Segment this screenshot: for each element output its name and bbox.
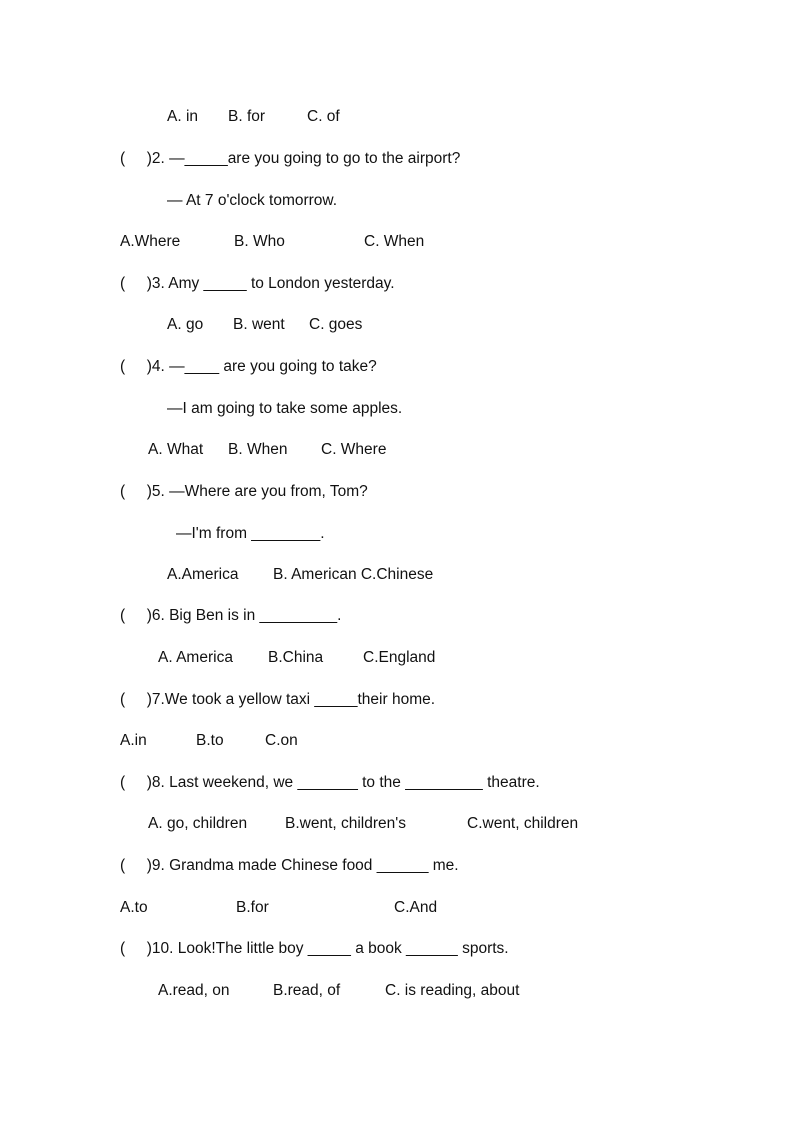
q7-option-c: C.on	[265, 732, 298, 749]
q2-option-a: A.Where	[120, 233, 181, 250]
question-5: ( )5. —Where are you from, Tom?	[120, 483, 368, 500]
q1-option-a: A. in	[167, 108, 199, 125]
q7-option-a: A.in	[120, 732, 147, 749]
question-4: ( )4. —____ are you going to take?	[120, 358, 377, 375]
q5-option-bc: B. American C.Chinese	[273, 566, 434, 583]
q1-option-b: B. for	[228, 108, 266, 125]
q10-option-c: C. is reading, about	[385, 982, 520, 999]
q4-option-c: C. Where	[321, 441, 387, 458]
q6-option-a: A. America	[158, 649, 233, 666]
question-5-answer: —I'm from ________.	[176, 525, 325, 542]
q8-option-a: A. go, children	[148, 815, 248, 832]
q8-option-c: C.went, children	[467, 815, 579, 832]
question-7: ( )7.We took a yellow taxi _____their home.	[120, 691, 436, 708]
question-8: ( )8. Last weekend, we _______ to the _________ theatre.	[120, 774, 540, 791]
q1-option-c: C. of	[307, 108, 340, 125]
q3-option-a: A. go	[167, 316, 204, 333]
q3-option-b: B. went	[233, 316, 285, 333]
q3-option-c: C. goes	[309, 316, 363, 333]
question-10: ( )10. Look!The little boy _____ a book ______ sports.	[120, 940, 509, 957]
q4-option-a: A. What	[148, 441, 204, 458]
question-4-answer: —I am going to take some apples.	[167, 400, 403, 417]
q6-option-b: B.China	[268, 649, 324, 666]
q9-option-b: B.for	[236, 899, 269, 916]
question-3: ( )3. Amy _____ to London yesterday.	[120, 275, 395, 292]
q8-option-b: B.went, children's	[285, 815, 406, 832]
q9-option-c: C.And	[394, 899, 438, 916]
q9-option-a: A.to	[120, 899, 148, 916]
question-2: ( )2. —_____are you going to go to the airport?	[120, 150, 461, 167]
q4-option-b: B. When	[228, 441, 288, 458]
q5-option-a: A.America	[167, 566, 239, 583]
question-9: ( )9. Grandma made Chinese food ______ me.	[120, 857, 459, 874]
q10-option-a: A.read, on	[158, 982, 230, 999]
q2-option-b: B. Who	[234, 233, 285, 250]
q7-option-b: B.to	[196, 732, 224, 749]
q2-option-c: C. When	[364, 233, 425, 250]
question-2-answer: — At 7 o'clock tomorrow.	[167, 192, 338, 209]
q10-option-b: B.read, of	[273, 982, 341, 999]
question-6: ( )6. Big Ben is in _________.	[120, 607, 342, 624]
q6-option-c: C.England	[363, 649, 436, 666]
